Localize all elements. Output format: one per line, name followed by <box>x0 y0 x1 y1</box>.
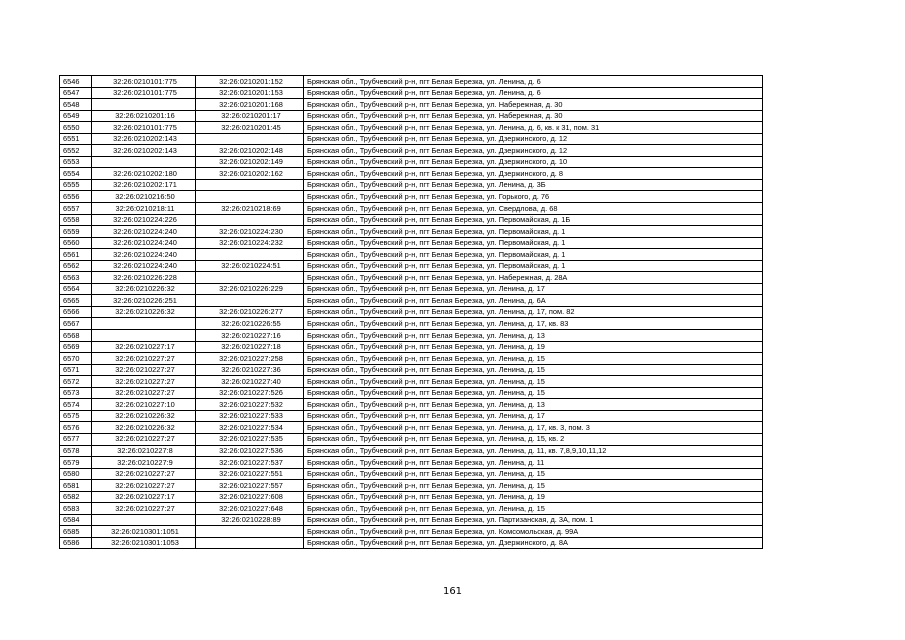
object-number-cell: 32:26:0210224:232 <box>196 237 304 249</box>
table-row <box>60 249 763 261</box>
address-cell: Брянская обл., Трубчевский р-н, пгт Белая Березка, ул. Набережная, д. 30 <box>304 110 763 122</box>
object-number-cell <box>196 526 304 538</box>
address-cell: Брянская обл., Трубчевский р-н, пгт Белая Березка, ул. Дзержинского, д. 8А <box>304 537 763 549</box>
cadastral-number-cell: 32:26:0210227:27 <box>92 387 196 399</box>
object-number-cell: 32:26:0210218:69 <box>196 203 304 215</box>
cadastral-number-cell: 32:26:0210226:228 <box>92 272 196 284</box>
row-number-cell: 6576 <box>60 422 92 434</box>
table-row <box>60 433 763 445</box>
row-number-cell: 6559 <box>60 226 92 238</box>
table-row <box>60 237 763 249</box>
row-number-cell: 6581 <box>60 480 92 492</box>
row-number-cell: 6575 <box>60 410 92 422</box>
table-row <box>60 376 763 388</box>
cadastral-number-cell: 32:26:0210202:143 <box>92 133 196 145</box>
cadastral-number-cell: 32:26:0210226:32 <box>92 306 196 318</box>
address-cell: Брянская обл., Трубчевский р-н, пгт Белая Березка, ул. Дзержинского, д. 8 <box>304 168 763 180</box>
cadastral-number-cell: 32:26:0210224:226 <box>92 214 196 226</box>
cadastral-number-cell: 32:26:0210224:240 <box>92 237 196 249</box>
table-row <box>60 468 763 480</box>
row-number-cell: 6566 <box>60 306 92 318</box>
address-cell: Брянская обл., Трубчевский р-н, пгт Белая Березка, ул. Ленина, д. 6А <box>304 295 763 307</box>
row-number-cell: 6563 <box>60 272 92 284</box>
table-row <box>60 410 763 422</box>
object-number-cell: 32:26:0210227:648 <box>196 503 304 515</box>
cadastral-number-cell: 32:26:0210301:1051 <box>92 526 196 538</box>
cadastral-number-cell: 32:26:0210101:775 <box>92 122 196 134</box>
address-cell: Брянская обл., Трубчевский р-н, пгт Белая Березка, ул. Ленина, д. 13 <box>304 330 763 342</box>
row-number-cell: 6555 <box>60 179 92 191</box>
address-cell: Брянская обл., Трубчевский р-н, пгт Белая Березка, ул. Ленина, д. 15 <box>304 480 763 492</box>
address-cell: Брянская обл., Трубчевский р-н, пгт Белая Березка, ул. Первомайская, д. 1 <box>304 237 763 249</box>
cadastral-number-cell: 32:26:0210227:9 <box>92 457 196 469</box>
cadastral-number-cell: 32:26:0210227:27 <box>92 468 196 480</box>
table-row <box>60 179 763 191</box>
table-row <box>60 110 763 122</box>
object-number-cell: 32:26:0210201:152 <box>196 76 304 88</box>
cadastral-number-cell: 32:26:0210101:775 <box>92 76 196 88</box>
address-cell: Брянская обл., Трубчевский р-н, пгт Белая Березка, ул. Ленина, д. 15 <box>304 503 763 515</box>
row-number-cell: 6562 <box>60 260 92 272</box>
address-cell: Брянская обл., Трубчевский р-н, пгт Белая Березка, ул. Ленина, д. 3Б <box>304 179 763 191</box>
address-cell: Брянская обл., Трубчевский р-н, пгт Белая Березка, ул. Комсомольская, д. 99А <box>304 526 763 538</box>
object-number-cell: 32:26:0210224:51 <box>196 260 304 272</box>
cadastral-number-cell <box>92 318 196 330</box>
object-number-cell <box>196 133 304 145</box>
table-row <box>60 306 763 318</box>
object-number-cell: 32:26:0210201:45 <box>196 122 304 134</box>
cadastral-number-cell: 32:26:0210227:27 <box>92 376 196 388</box>
row-number-cell: 6548 <box>60 99 92 111</box>
table-row <box>60 99 763 111</box>
row-number-cell: 6546 <box>60 76 92 88</box>
cadastral-number-cell: 32:26:0210216:50 <box>92 191 196 203</box>
address-cell: Брянская обл., Трубчевский р-н, пгт Белая Березка, ул. Горького, д. 76 <box>304 191 763 203</box>
table-row <box>60 260 763 272</box>
table-row <box>60 480 763 492</box>
cadastral-number-cell: 32:26:0210226:32 <box>92 410 196 422</box>
row-number-cell: 6577 <box>60 433 92 445</box>
address-cell: Брянская обл., Трубчевский р-н, пгт Белая Березка, ул. Ленина, д. 15, кв. 2 <box>304 433 763 445</box>
row-number-cell: 6554 <box>60 168 92 180</box>
cadastral-number-cell: 32:26:0210202:180 <box>92 168 196 180</box>
object-number-cell <box>196 179 304 191</box>
address-cell: Брянская обл., Трубчевский р-н, пгт Белая Березка, ул. Ленина, д. 15 <box>304 387 763 399</box>
object-number-cell: 32:26:0210227:526 <box>196 387 304 399</box>
address-cell: Брянская обл., Трубчевский р-н, пгт Белая Березка, ул. Первомайская, д. 1Б <box>304 214 763 226</box>
table-row <box>60 422 763 434</box>
cadastral-number-cell: 32:26:0210301:1053 <box>92 537 196 549</box>
table-row <box>60 168 763 180</box>
address-cell: Брянская обл., Трубчевский р-н, пгт Белая Березка, ул. Первомайская, д. 1 <box>304 249 763 261</box>
row-number-cell: 6582 <box>60 491 92 503</box>
table-row <box>60 514 763 526</box>
row-number-cell: 6558 <box>60 214 92 226</box>
cadastral-number-cell <box>92 156 196 168</box>
row-number-cell: 6572 <box>60 376 92 388</box>
row-number-cell: 6586 <box>60 537 92 549</box>
row-number-cell: 6560 <box>60 237 92 249</box>
address-cell: Брянская обл., Трубчевский р-н, пгт Белая Березка, ул. Ленина, д. 6 <box>304 76 763 88</box>
object-number-cell: 32:26:0210228:89 <box>196 514 304 526</box>
row-number-cell: 6550 <box>60 122 92 134</box>
row-number-cell: 6564 <box>60 283 92 295</box>
cadastral-number-cell: 32:26:0210101:775 <box>92 87 196 99</box>
table-row <box>60 318 763 330</box>
address-cell: Брянская обл., Трубчевский р-н, пгт Белая Березка, ул. Ленина, д. 11, кв. 7,8,9,10,11,12 <box>304 445 763 457</box>
table-row <box>60 537 763 549</box>
row-number-cell: 6580 <box>60 468 92 480</box>
address-cell: Брянская обл., Трубчевский р-н, пгт Белая Березка, ул. Набережная, д. 28А <box>304 272 763 284</box>
table-row <box>60 503 763 515</box>
address-cell: Брянская обл., Трубчевский р-н, пгт Белая Березка, ул. Ленина, д. 15 <box>304 376 763 388</box>
row-number-cell: 6573 <box>60 387 92 399</box>
object-number-cell: 32:26:0210201:17 <box>196 110 304 122</box>
table-row <box>60 491 763 503</box>
table-row <box>60 226 763 238</box>
object-number-cell <box>196 214 304 226</box>
table-row <box>60 76 763 88</box>
address-cell: Брянская обл., Трубчевский р-н, пгт Белая Березка, ул. Первомайская, д. 1 <box>304 226 763 238</box>
object-number-cell <box>196 191 304 203</box>
address-cell: Брянская обл., Трубчевский р-н, пгт Белая Березка, ул. Ленина, д. 17 <box>304 283 763 295</box>
table-row <box>60 364 763 376</box>
table-row <box>60 295 763 307</box>
row-number-cell: 6567 <box>60 318 92 330</box>
address-cell: Брянская обл., Трубчевский р-н, пгт Белая Березка, ул. Дзержинского, д. 12 <box>304 133 763 145</box>
object-number-cell: 32:26:0210227:36 <box>196 364 304 376</box>
object-number-cell: 32:26:0210227:16 <box>196 330 304 342</box>
cadastral-number-cell: 32:26:0210202:171 <box>92 179 196 191</box>
object-number-cell: 32:26:0210227:535 <box>196 433 304 445</box>
object-number-cell <box>196 295 304 307</box>
object-number-cell: 32:26:0210227:551 <box>196 468 304 480</box>
address-cell: Брянская обл., Трубчевский р-н, пгт Белая Березка, ул. Ленина, д. 17, пом. 82 <box>304 306 763 318</box>
object-number-cell: 32:26:0210227:534 <box>196 422 304 434</box>
table-row <box>60 457 763 469</box>
table-row <box>60 122 763 134</box>
row-number-cell: 6557 <box>60 203 92 215</box>
address-cell: Брянская обл., Трубчевский р-н, пгт Белая Березка, ул. Дзержинского, д. 10 <box>304 156 763 168</box>
row-number-cell: 6571 <box>60 364 92 376</box>
object-number-cell: 32:26:0210227:537 <box>196 457 304 469</box>
cadastral-number-cell: 32:26:0210227:27 <box>92 433 196 445</box>
address-cell: Брянская обл., Трубчевский р-н, пгт Белая Березка, ул. Ленина, д. 19 <box>304 491 763 503</box>
address-cell: Брянская обл., Трубчевский р-н, пгт Белая Березка, ул. Ленина, д. 17, кв. 83 <box>304 318 763 330</box>
table-row <box>60 145 763 157</box>
row-number-cell: 6565 <box>60 295 92 307</box>
address-cell: Брянская обл., Трубчевский р-н, пгт Белая Березка, ул. Ленина, д. 13 <box>304 399 763 411</box>
cadastral-number-cell: 32:26:0210227:17 <box>92 341 196 353</box>
row-number-cell: 6568 <box>60 330 92 342</box>
cadastral-number-cell <box>92 330 196 342</box>
address-cell: Брянская обл., Трубчевский р-н, пгт Белая Березка, ул. Дзержинского, д. 12 <box>304 145 763 157</box>
cadastral-number-cell <box>92 99 196 111</box>
row-number-cell: 6583 <box>60 503 92 515</box>
cadastral-number-cell: 32:26:0210227:10 <box>92 399 196 411</box>
address-cell: Брянская обл., Трубчевский р-н, пгт Белая Березка, ул. Ленина, д. 6 <box>304 87 763 99</box>
object-number-cell <box>196 537 304 549</box>
table-row <box>60 203 763 215</box>
object-number-cell: 32:26:0210227:18 <box>196 341 304 353</box>
object-number-cell: 32:26:0210227:608 <box>196 491 304 503</box>
table-row <box>60 191 763 203</box>
address-cell: Брянская обл., Трубчевский р-н, пгт Белая Березка, ул. Свердлова, д. 68 <box>304 203 763 215</box>
row-number-cell: 6552 <box>60 145 92 157</box>
row-number-cell: 6574 <box>60 399 92 411</box>
object-number-cell: 32:26:0210202:149 <box>196 156 304 168</box>
row-number-cell: 6561 <box>60 249 92 261</box>
table-row <box>60 387 763 399</box>
table-row <box>60 399 763 411</box>
table-row <box>60 341 763 353</box>
row-number-cell: 6579 <box>60 457 92 469</box>
row-number-cell: 6569 <box>60 341 92 353</box>
table-row <box>60 133 763 145</box>
row-number-cell: 6553 <box>60 156 92 168</box>
row-number-cell: 6549 <box>60 110 92 122</box>
object-number-cell: 32:26:0210227:40 <box>196 376 304 388</box>
cadastral-number-cell <box>92 514 196 526</box>
object-number-cell: 32:26:0210227:258 <box>196 353 304 365</box>
cadastral-number-cell: 32:26:0210226:32 <box>92 422 196 434</box>
table-row <box>60 445 763 457</box>
address-cell: Брянская обл., Трубчевский р-н, пгт Белая Березка, ул. Партизанская, д. 3А, пом. 1 <box>304 514 763 526</box>
cadastral-number-cell: 32:26:0210226:251 <box>92 295 196 307</box>
row-number-cell: 6585 <box>60 526 92 538</box>
cadastral-number-cell: 32:26:0210224:240 <box>92 260 196 272</box>
address-cell: Брянская обл., Трубчевский р-н, пгт Белая Березка, ул. Ленина, д. 6, кв. к 31, пом. 31 <box>304 122 763 134</box>
row-number-cell: 6551 <box>60 133 92 145</box>
row-number-cell: 6570 <box>60 353 92 365</box>
object-number-cell: 32:26:0210226:229 <box>196 283 304 295</box>
cadastral-number-cell: 32:26:0210224:240 <box>92 249 196 261</box>
row-number-cell: 6547 <box>60 87 92 99</box>
object-number-cell: 32:26:0210202:162 <box>196 168 304 180</box>
address-cell: Брянская обл., Трубчевский р-н, пгт Белая Березка, ул. Ленина, д. 17 <box>304 410 763 422</box>
cadastral-number-cell: 32:26:0210226:32 <box>92 283 196 295</box>
cadastral-number-cell: 32:26:0210201:16 <box>92 110 196 122</box>
address-cell: Брянская обл., Трубчевский р-н, пгт Белая Березка, ул. Ленина, д. 15 <box>304 468 763 480</box>
object-number-cell: 32:26:0210226:55 <box>196 318 304 330</box>
cadastral-number-cell: 32:26:0210218:11 <box>92 203 196 215</box>
object-number-cell <box>196 272 304 284</box>
object-number-cell: 32:26:0210227:532 <box>196 399 304 411</box>
table-row <box>60 156 763 168</box>
cadastral-number-cell: 32:26:0210227:27 <box>92 503 196 515</box>
address-cell: Брянская обл., Трубчевский р-н, пгт Белая Березка, ул. Ленина, д. 19 <box>304 341 763 353</box>
object-number-cell: 32:26:0210227:557 <box>196 480 304 492</box>
table-row <box>60 283 763 295</box>
cadastral-number-cell: 32:26:0210227:8 <box>92 445 196 457</box>
row-number-cell: 6584 <box>60 514 92 526</box>
cadastral-number-cell: 32:26:0210227:27 <box>92 480 196 492</box>
address-cell: Брянская обл., Трубчевский р-н, пгт Белая Березка, ул. Ленина, д. 17, кв. 3, пом. 3 <box>304 422 763 434</box>
object-number-cell: 32:26:0210201:153 <box>196 87 304 99</box>
address-cell: Брянская обл., Трубчевский р-н, пгт Белая Березка, ул. Первомайская, д. 1 <box>304 260 763 272</box>
address-cell: Брянская обл., Трубчевский р-н, пгт Белая Березка, ул. Ленина, д. 15 <box>304 353 763 365</box>
table-row <box>60 272 763 284</box>
address-cell: Брянская обл., Трубчевский р-н, пгт Белая Березка, ул. Ленина, д. 15 <box>304 364 763 376</box>
table-row <box>60 526 763 538</box>
row-number-cell: 6578 <box>60 445 92 457</box>
page-number: 161 <box>442 586 463 597</box>
object-number-cell: 32:26:0210227:533 <box>196 410 304 422</box>
cadastral-table <box>59 75 763 549</box>
object-number-cell: 32:26:0210201:168 <box>196 99 304 111</box>
object-number-cell: 32:26:0210202:148 <box>196 145 304 157</box>
address-cell: Брянская обл., Трубчевский р-н, пгт Белая Березка, ул. Ленина, д. 11 <box>304 457 763 469</box>
address-cell: Брянская обл., Трубчевский р-н, пгт Белая Березка, ул. Набережная, д. 30 <box>304 99 763 111</box>
object-number-cell: 32:26:0210224:230 <box>196 226 304 238</box>
object-number-cell: 32:26:0210226:277 <box>196 306 304 318</box>
object-number-cell <box>196 249 304 261</box>
cadastral-number-cell: 32:26:0210227:27 <box>92 364 196 376</box>
table-row <box>60 87 763 99</box>
object-number-cell: 32:26:0210227:536 <box>196 445 304 457</box>
cadastral-number-cell: 32:26:0210224:240 <box>92 226 196 238</box>
cadastral-number-cell: 32:26:0210227:27 <box>92 353 196 365</box>
cadastral-number-cell: 32:26:0210227:17 <box>92 491 196 503</box>
row-number-cell: 6556 <box>60 191 92 203</box>
table-row <box>60 214 763 226</box>
table-row <box>60 353 763 365</box>
table-body <box>60 76 763 549</box>
cadastral-number-cell: 32:26:0210202:143 <box>92 145 196 157</box>
table-row <box>60 330 763 342</box>
